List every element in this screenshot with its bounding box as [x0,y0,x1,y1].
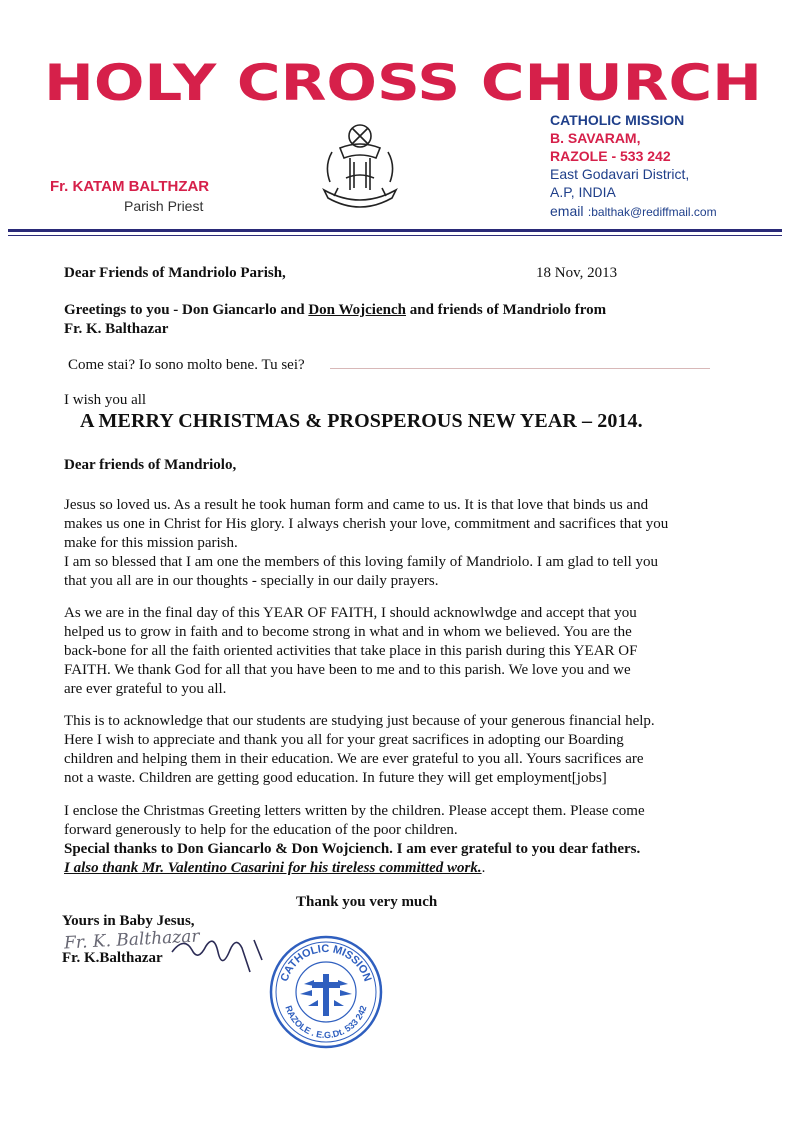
church-name-heading [44,52,764,112]
paragraph-4-line: forward generously to help for the education of the poor children. [64,822,458,838]
letter-date: 18 Nov, 2013 [536,265,618,281]
thanks-casarini-line [64,859,724,878]
address-line-4: A.P, INDIA [550,184,616,200]
stamp-top-text: CATHOLIC MISSION [278,942,374,984]
church-name-text: HOLY CROSS CHURCH [44,54,762,112]
paragraph-1-line: makes us one in Christ for His glory. I always cherish your love, commitment and sacrifices that you [64,516,669,532]
paragraph-1-line: that you all are in our thoughts - specially in our daily prayers. [64,573,439,589]
catholic-mission-stamp [268,934,384,1050]
closing: Yours in Baby Jesus, [62,913,195,929]
salutation: Dear Friends of Mandriolo Parish, [64,265,286,281]
mission-name: CATHOLIC MISSION [550,112,685,128]
priest-title: Parish Priest [124,198,204,214]
paragraph-1-line: Jesus so loved us. As a result he took human form and came to us. It is that love that binds us and [64,497,649,513]
christmas-wish-headline: A MERRY CHRISTMAS & PROSPEROUS NEW YEAR – 2014. [80,410,643,432]
letterhead-rule-thick [8,229,782,232]
priest-name: Fr. KATAM BALTHZAR [50,178,210,195]
paragraph-4 [64,802,724,878]
thank-you: Thank you very much [296,894,438,910]
paragraph-2 [64,604,724,699]
paragraph-1-line: I am so blessed that I am one the members of this loving family of Mandriolo. I am glad to tell you [64,554,659,570]
greeting-underlined-name: Don Wojciench [308,302,406,318]
paragraph-2-line: As we are in the final day of this YEAR OF FAITH, I should acknowlwdge and accept that you [64,605,637,621]
italian-line: Come stai? Io sono molto bene. Tu sei? [68,357,305,373]
email-label: email [550,203,584,219]
paragraph-1-line: make for this mission parish. [64,535,238,551]
friends-salutation: Dear friends of Mandriolo, [64,457,237,473]
signature-flourish-icon [170,930,270,978]
special-thanks: Special thanks to Don Giancarlo & Don Wojciench. I am ever grateful to you dear fathers. [64,841,641,857]
letterhead-rule-thin [8,235,782,236]
address-line-2: RAZOLE - 533 242 [550,148,671,164]
email-value: :balthak@rediffmail.com [587,205,717,219]
wish-intro: I wish you all [64,392,147,408]
email-line [550,203,717,221]
paragraph-2-line: are ever grateful to you all. [64,681,227,697]
paragraph-1 [64,496,724,591]
faint-rule [330,368,710,369]
paragraph-3 [64,712,724,788]
greeting [64,301,724,339]
address-line-3: East Godavari District, [550,166,690,182]
thanks-casarini: I also thank Mr. Valentino Casarini for his tireless committed work. [64,860,482,876]
greeting-text-a: Greetings to you - Don Giancarlo and [64,302,309,318]
stamp-cross-icon [300,974,352,1016]
paragraph-3-line: This is to acknowledge that our students are studying just because of your generous financial help. [64,713,655,729]
signer-name: Fr. K.Balthazar [62,950,163,966]
thanks-casarini-tail: . [481,860,486,876]
paragraph-3-line: not a waste. Children are getting good education. In future they will get employment[jobs] [64,770,607,786]
paragraph-4-line: I enclose the Christmas Greeting letters written by the children. Please accept them. Please come [64,803,645,819]
greeting-text-b: and friends of Mandriolo from [405,302,607,318]
paragraph-2-line: helped us to grow in faith and to become strong in what and in whom we believed. You are the [64,624,632,640]
church-emblem-icon [310,118,410,214]
handwritten-signature: Fr. K. Balthazar [63,926,201,954]
address-line-1: B. SAVARAM, [550,130,641,146]
greeting-line-2: Fr. K. Balthazar [64,321,169,337]
paragraph-3-line: Here I wish to appreciate and thank you all for your great sacrifices in adopting our Boarding [64,732,624,748]
paragraph-2-line: back-bone for all the faith oriented activities that take place in this parish during this YEAR OF [64,643,638,659]
paragraph-2-line: FAITH. We thank God for all that you have been to me and to this parish. We love you and we [64,662,631,678]
greeting-line-1 [64,301,724,320]
paragraph-3-line: children and helping them in their education. We are ever grateful to you all. Yours sacrifices are [64,751,644,767]
stamp-bottom-text: RAZOLE . E.G.Dt. 533 242 [283,1004,369,1041]
